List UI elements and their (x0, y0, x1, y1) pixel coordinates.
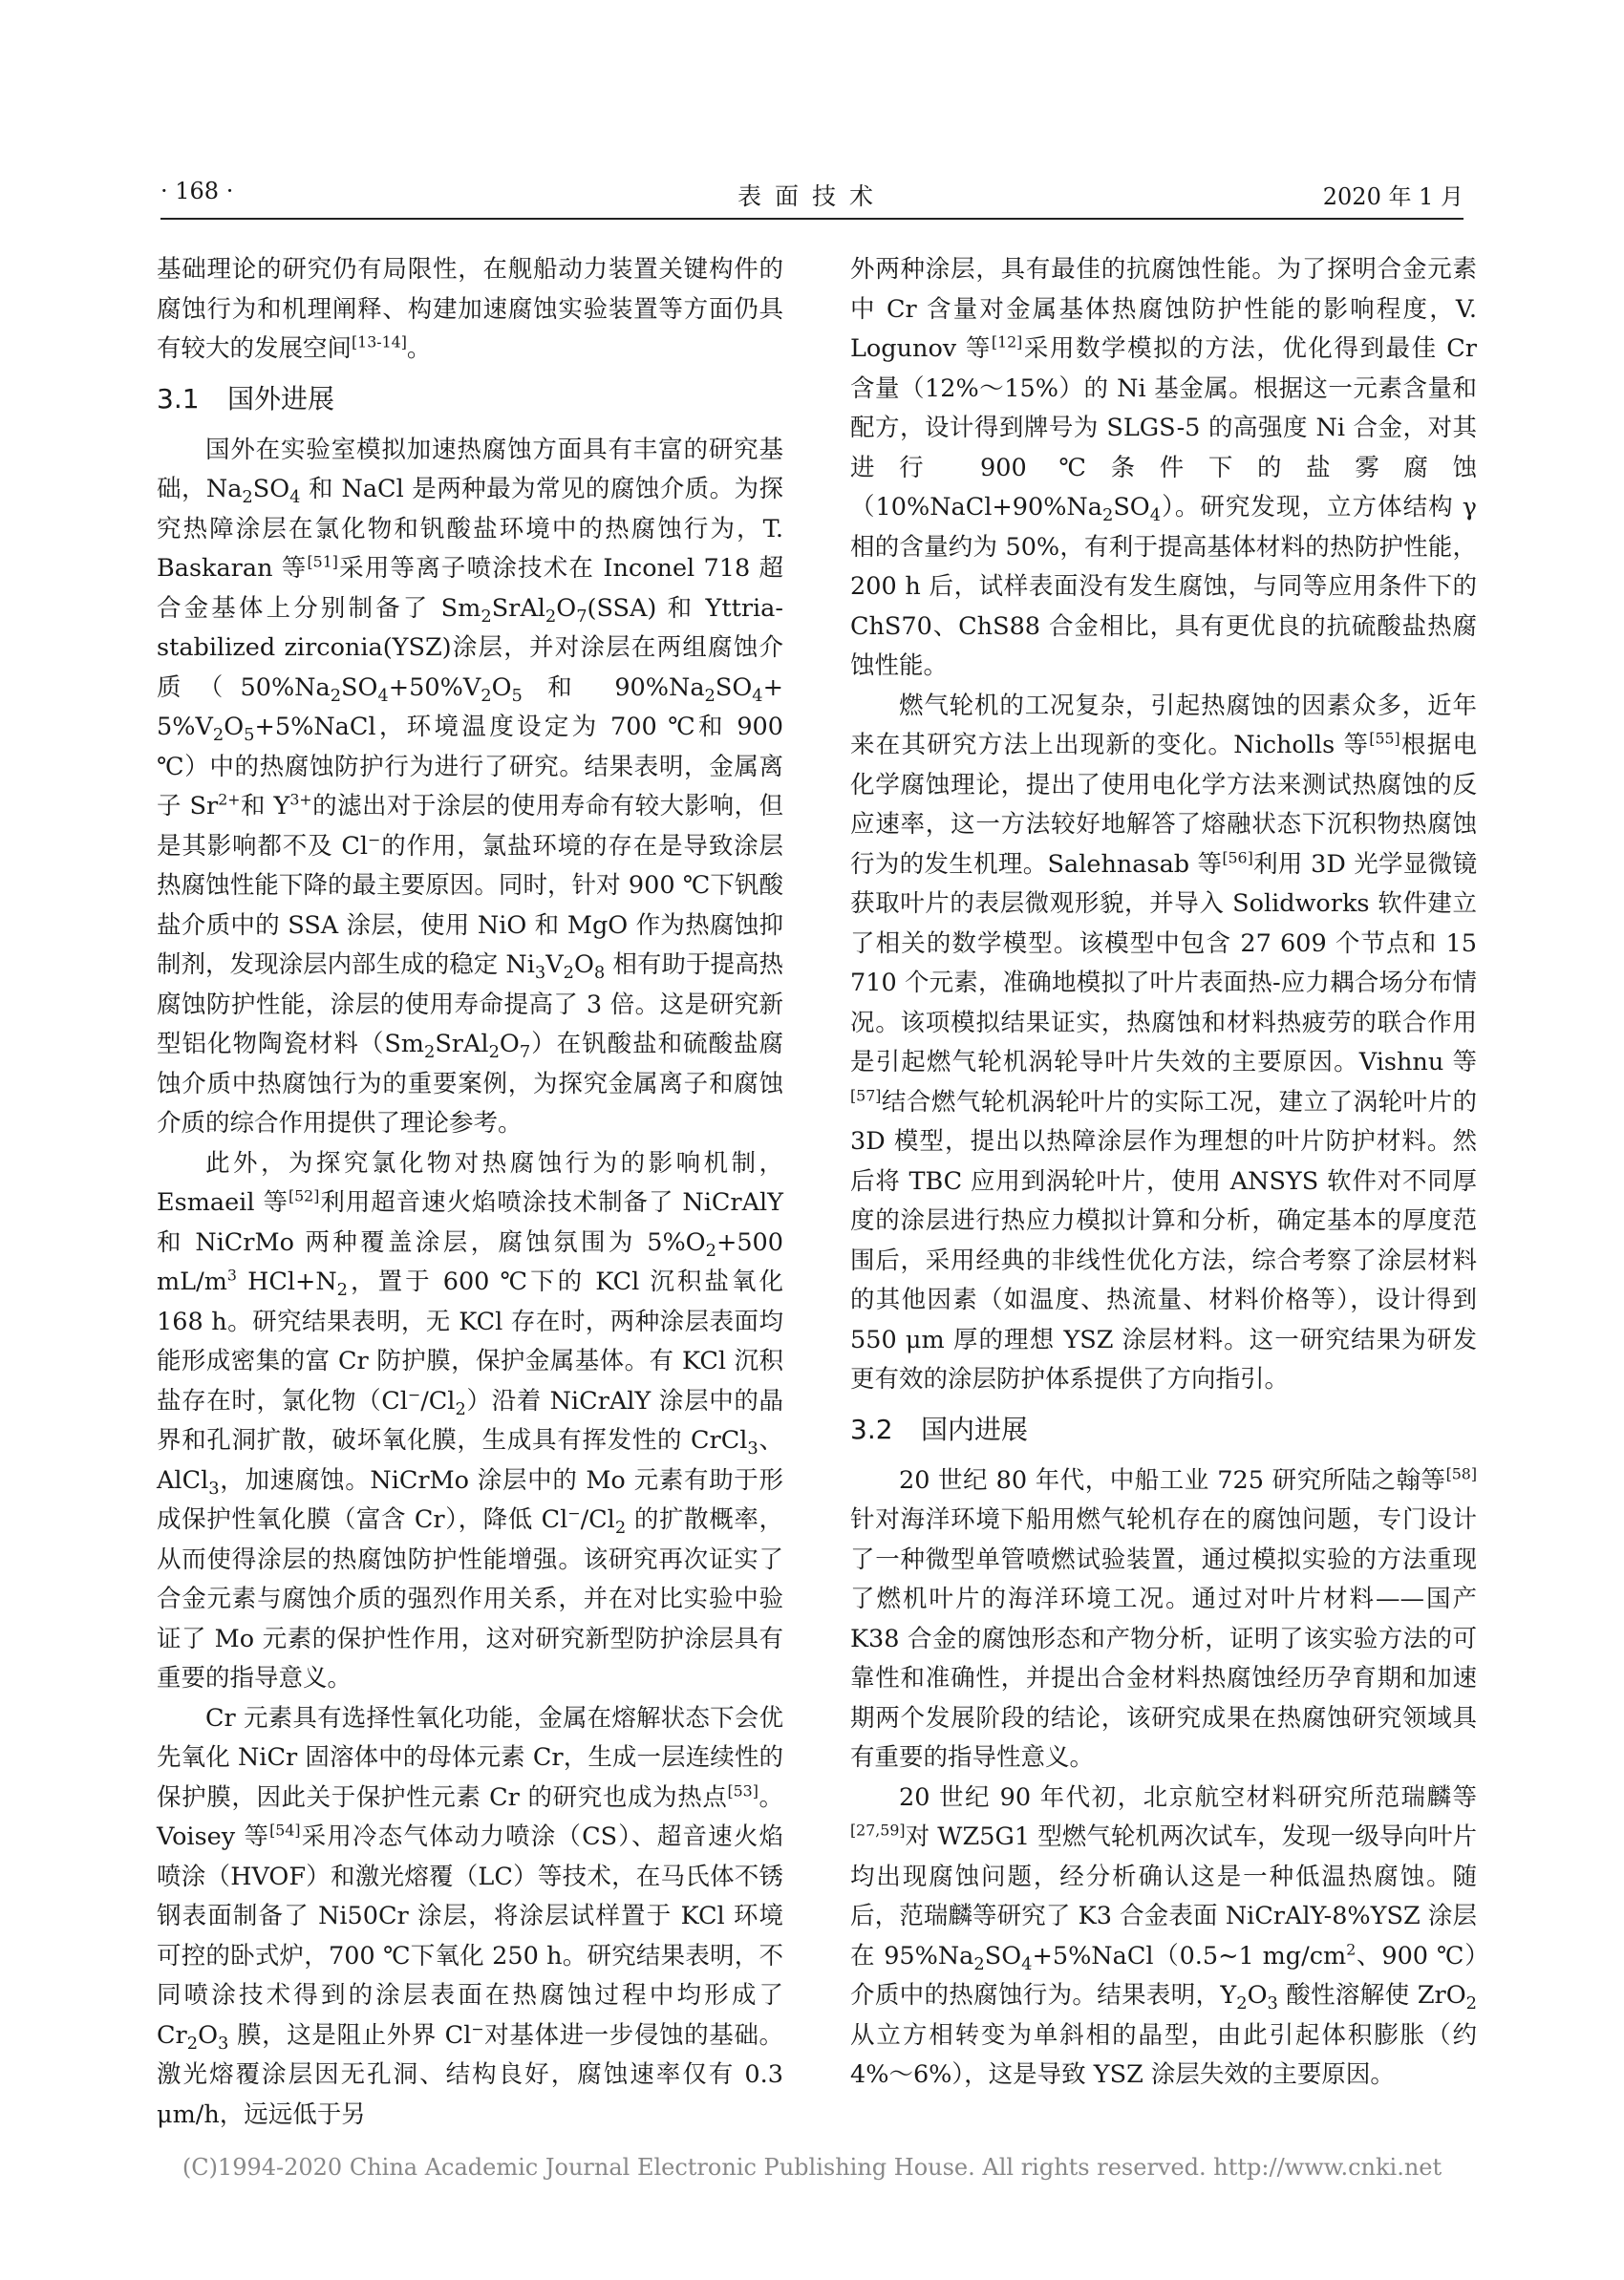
page-header (160, 178, 1464, 216)
paragraph: 基础理论的研究仍有局限性，在舰船动力装置关键构件的腐蚀行为和机理阐释、构建加速腐蚀实验装置等方面仍具有较大的发展空间[13-14]。 (157, 255, 783, 363)
paragraph: 20 世纪 90 年代初，北京航空材料研究所范瑞麟等[27,59]对 WZ5G1 型燃气轮机两次试车，发现一级导向叶片均出现腐蚀问题，经分析确认这是一种低温热腐蚀。随后，范瑞麟等研究了 K3 合金表面 NiCrAlY-8%YSZ 涂层在 $95\%Na_2SO_4+5\%NaCl(0.5\sim 1$ $mg/cm^2$、900 ℃）介质中的热腐蚀行为。结果表明，$Y_2O_3$ 酸性溶解使 ZrO$_2$ 从立方相转变为单斜相的晶型，由此引起体积膨胀（约 4%～6%），这是导致 YSZ 涂层失效的主要原因。 (850, 1782, 1478, 2089)
section-heading-3-1 (157, 377, 783, 421)
section-heading-3-2 (850, 1408, 1477, 1452)
paragraph: 国外在实验室模拟加速热腐蚀方面具有丰富的研究基础，$Na_2SO_4$ 和 NaCl 是两种最为常见的腐蚀介质。为探究热障涂层在氯化物和钒酸盐环境中的热腐蚀行为，T. Baskaran 等[51]采用等离子喷涂技术在 Inconel 718 超合金基体上分别制备了 $Sm_2SrAl_2O_7(SSA)$ 和 Yttria-stabilized zirconia(YSZ)涂层，并对涂层在两组腐蚀介质（$50\%Na_2SO_4+50\%V_2O_5$ 和 $90\%Na_2SO_4+$ $5\%V_2O_5+5\%NaCl$，环境温度设定为 700 ℃和 900 ℃）中的热腐蚀防护行为进行了研究。结果表明，金属离子 $Sr^{2+}$和 $Y^{3+}$的滤出对于涂层的使用寿命有较大影响，但是其影响都不及 Cl−的作用，氯盐环境的存在是导致涂层热腐蚀性能下降的最主要原因。同时，针对 900 ℃下钒酸盐介质中的 SSA 涂层，使用 NiO 和 MgO 作为热腐蚀抑制剂，发现涂层内部生成的稳定 $Ni_3V_2O_8$ 相有助于提高热腐蚀防护性能，涂层的使用寿命提高了 3 倍。这是研究新型铝化物陶瓷材料$(Sm_2SrAl_2O_7)$在钒酸盐和硫酸盐腐蚀介质中热腐蚀行为的重要案例，为探究金属离子和腐蚀介质的综合作用提供了理论参考。 (157, 435, 784, 1138)
section-title: 国外进展 (227, 382, 335, 415)
issue-date: 2020 年 1 月 (1322, 183, 1464, 210)
section-number: 3.2 (850, 1413, 893, 1445)
section-title: 国内进展 (921, 1413, 1029, 1445)
header-rule (160, 218, 1464, 220)
section-number: 3.1 (157, 382, 200, 415)
page-number: · 168 · (160, 178, 234, 204)
paragraph: 20 世纪 80 年代，中船工业 725 研究所陆之翰等[58]针对海洋环境下船用燃气轮机存在的腐蚀问题，专门设计了一种微型单管喷燃试验装置，通过模拟实验的方法重现了燃机叶片的海洋环境工况。通过对叶片材料——国产 K38 合金的腐蚀形态和产物分析，证明了该实验方法的可靠性和准确性，并提出合金材料热腐蚀经历孕育期和加速期两个发展阶段的结论，该研究成果在热腐蚀研究领域具有重要的指导性意义。 (850, 1464, 1477, 1772)
paragraph: 此外，为探究氯化物对热腐蚀行为的影响机制，Esmaeil 等[52]利用超音速火焰喷涂技术制备了 NiCrAlY 和 NiCrMo 两种覆盖涂层，腐蚀氛围为 $5\%O_2+500$ $mL/m^3$ $HCl+N_2$，置于 600 ℃下的 KCl 沉积盐氧化 168 h。研究结果表明，无 KCl 存在时，两种涂层表面均能形成密集的富 Cr 防护膜，保护金属基体。有 KCl 沉积盐存在时，氯化物$(Cl^-/Cl_2)$沿着 NiCrAlY 涂层中的晶界和孔洞扩散，破坏氧化膜，生成具有挥发性的 CrCl$_3$、AlCl$_3$，加速腐蚀。NiCrMo 涂层中的 Mo 元素有助于形成保护性氧化膜（富含 Cr），降低 $Cl^-/Cl_2$ 的扩散概率，从而使得涂层的热腐蚀防护性能增强。该研究再次证实了合金元素与腐蚀介质的强烈作用关系，并在对比实验中验证了 Mo 元素的保护性作用，这对研究新型防护涂层具有重要的指导意义。 (157, 1148, 784, 1693)
paragraph: 燃气轮机的工况复杂，引起热腐蚀的因素众多，近年来在其研究方法上出现新的变化。Nicholls 等[55]根据电化学腐蚀理论，提出了使用电化学方法来测试热腐蚀的反应速率，这一方法较好地解答了熔融状态下沉积物热腐蚀行为的发生机理。Salehnasab 等[56]利用 3D 光学显微镜获取叶片的表层微观形貌，并导入 Solidworks 软件建立了相关的数学模型。该模型中包含 27 609 个节点和 15 710 个元素，准确地模拟了叶片表面热-应力耦合场分布情况。该项模拟结果证实，热腐蚀和材料热疲劳的联合作用是引起燃气轮机涡轮导叶片失效的主要原因。Vishnu 等[57]结合燃气轮机涡轮叶片的实际工况，建立了涡轮叶片的 3D 模型，提出以热障涂层作为理想的叶片防护材料。然后将 TBC 应用到涡轮叶片，使用 ANSYS 软件对不同厚度的涂层进行热应力模拟计算和分析，确定基本的厚度范围后，采用经典的非线性优化方法，综合考察了涂层材料的其他因素（如温度、热流量、材料价格等），设计得到 550 μm 厚的理想 YSZ 涂层材料。这一研究结果为研发更有效的涂层防护体系提供了方向指引。 (850, 691, 1477, 1394)
journal-title: 表面技术 (737, 182, 887, 210)
paragraph: 外两种涂层，具有最佳的抗腐蚀性能。为了探明合金元素中 Cr 含量对金属基体热腐蚀防护性能的影响程度，V. Logunov 等[12]采用数学模拟的方法，优化得到最佳 Cr 含量（12%～15%）的 Ni 基金属。根据这一元素含量和配方，设计得到牌号为 SLGS-5 的高强度 Ni 合金，对其进行 900 ℃条件下的盐雾腐蚀$(10\%NaCl+90\%Na_2SO_4)$。研究发现，立方体结构 γ 相的含量约为 50%，有利于提高基体材料的热防护性能，200 h 后，试样表面没有发生腐蚀，与同等应用条件下的 ChS70、ChS88 合金相比，具有更优良的抗硫酸盐热腐蚀性能。 (850, 255, 1477, 680)
left-column (157, 250, 783, 2135)
right-column (850, 250, 1477, 2096)
paragraph: Cr 元素具有选择性氧化功能，金属在熔解状态下会优先氧化 NiCr 固溶体中的母体元素 Cr，生成一层连续性的保护膜，因此关于保护性元素 Cr 的研究也成为热点[53]。Voisey 等[54]采用冷态气体动力喷涂（CS）、超音速火焰喷涂（HVOF）和激光熔覆（LC）等技术，在马氏体不锈钢表面制备了 Ni50Cr 涂层，将涂层试样置于 KCl 环境可控的卧式炉，700 ℃下氧化 250 h。研究结果表明，不同喷涂技术得到的涂层表面在热腐蚀过程中均形成了 $Cr_2O_3$ 膜，这是阻止外界 Cl−对基体进一步侵蚀的基础。激光熔覆涂层因无孔洞、结构良好，腐蚀速率仅有 0.3 μm/h，远远低于另 (157, 1703, 783, 2129)
copyright-footer: (C)1994-2020 China Academic Journal Electronic Publishing House. All rights reserved. http://www.cnki.net (182, 2154, 1442, 2181)
